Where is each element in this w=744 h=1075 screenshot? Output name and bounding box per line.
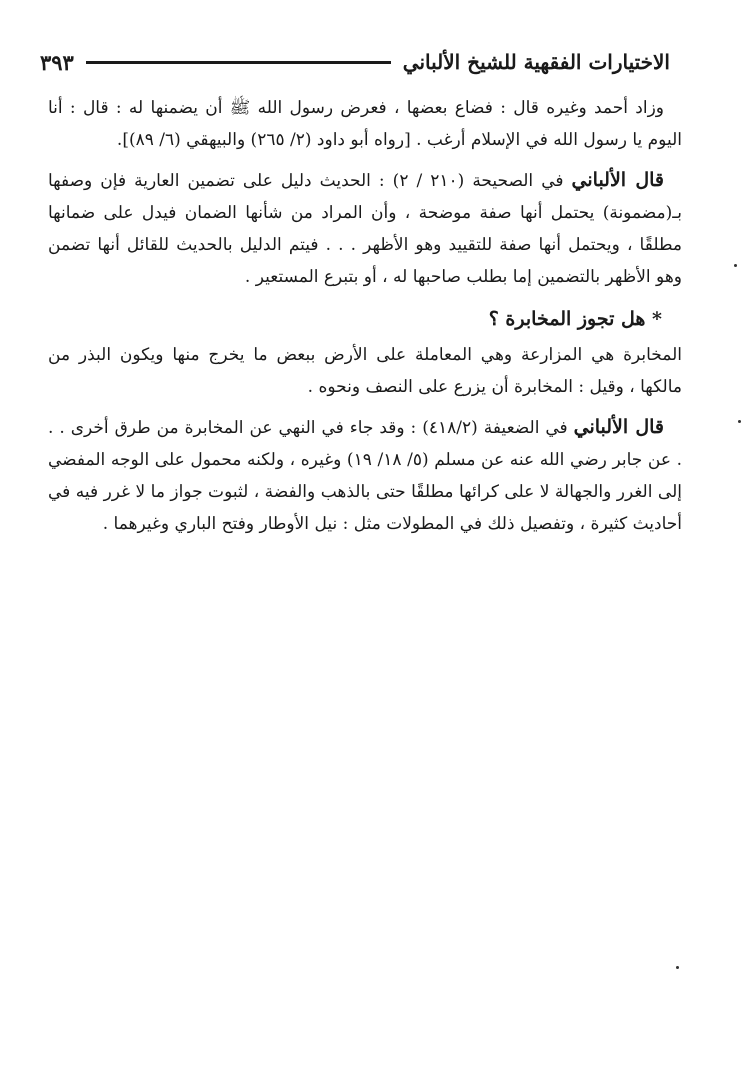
paragraph-mukhabara-definition: المخابرة هي المزارعة وهي المعاملة على الأرض ببعض ما يخرج منها ويكون البذر من مالكها ، وقيل : المخابرة أن يزرع على النصف ونحوه . (48, 345, 682, 397)
paragraph-albani-daifa (48, 411, 682, 540)
header-rule (86, 61, 391, 64)
page-number: ٣٩٣ (40, 49, 74, 75)
paragraph-albani-sahiha (48, 164, 682, 293)
header-title: الاختيارات الفقهية للشيخ الألباني (402, 50, 670, 74)
scan-speck (738, 420, 741, 423)
page-body (48, 92, 682, 548)
scan-speck (734, 264, 737, 267)
paragraph-hadith-narration: وزاد أحمد وغيره قال : فضاع بعضها ، فعرض رسول الله ﷺ أن يضمنها له : قال : أنا اليوم يا رسول الله في الإسلام أرغب . [رواه أبو داود (٢/ ٢٦٥) والبيهقي (٦/ ٨٩)]. (48, 98, 682, 150)
paragraph-text: في الضعيفة (٤١٨/٢) : وقد جاء في النهي عن المخابرة من طرق أخرى . . . عن جابر رضي الله عنه عن مسلم (٥/ ١٨/ ١٩) وغيره ، ولكنه محمول على الوجه المفضي إلى الغرر والجهالة لا على كرائها مطلقًا حتى بالذهب والفضة ، لثبوت جواز ما لا غرر فيه في أحاديث كثيرة ، وتفصيل ذلك في المطولات مثل : نيل الأوطار وفتح الباري وغيرهما . (48, 418, 682, 534)
section-heading-mukhabara: * هل تجوز المخابرة ؟ (488, 308, 662, 330)
running-header (40, 40, 670, 84)
paragraph-text: في الصحيحة (٢١٠ / ٢) : الحديث دليل على تضمين العارية فإن وصفها بـ(مضمونة) يحتمل أنها صفة موضحة ، وأن المراد من شأنها الضمان فيدل على ضمانها مطلقًا ، ويحتمل أنها صفة للتقييد وهو الأظهر . . . فيتم الدليل بالحديث للقائل أنها تضمن وهو الأظهر بالتضمين إما بطلب صاحبها له ، أو بتبرع المستعير . (48, 171, 682, 287)
scan-speck (676, 966, 679, 969)
paragraph-lead: قال الألباني (573, 416, 664, 438)
paragraph-lead: قال الألباني (571, 169, 665, 191)
